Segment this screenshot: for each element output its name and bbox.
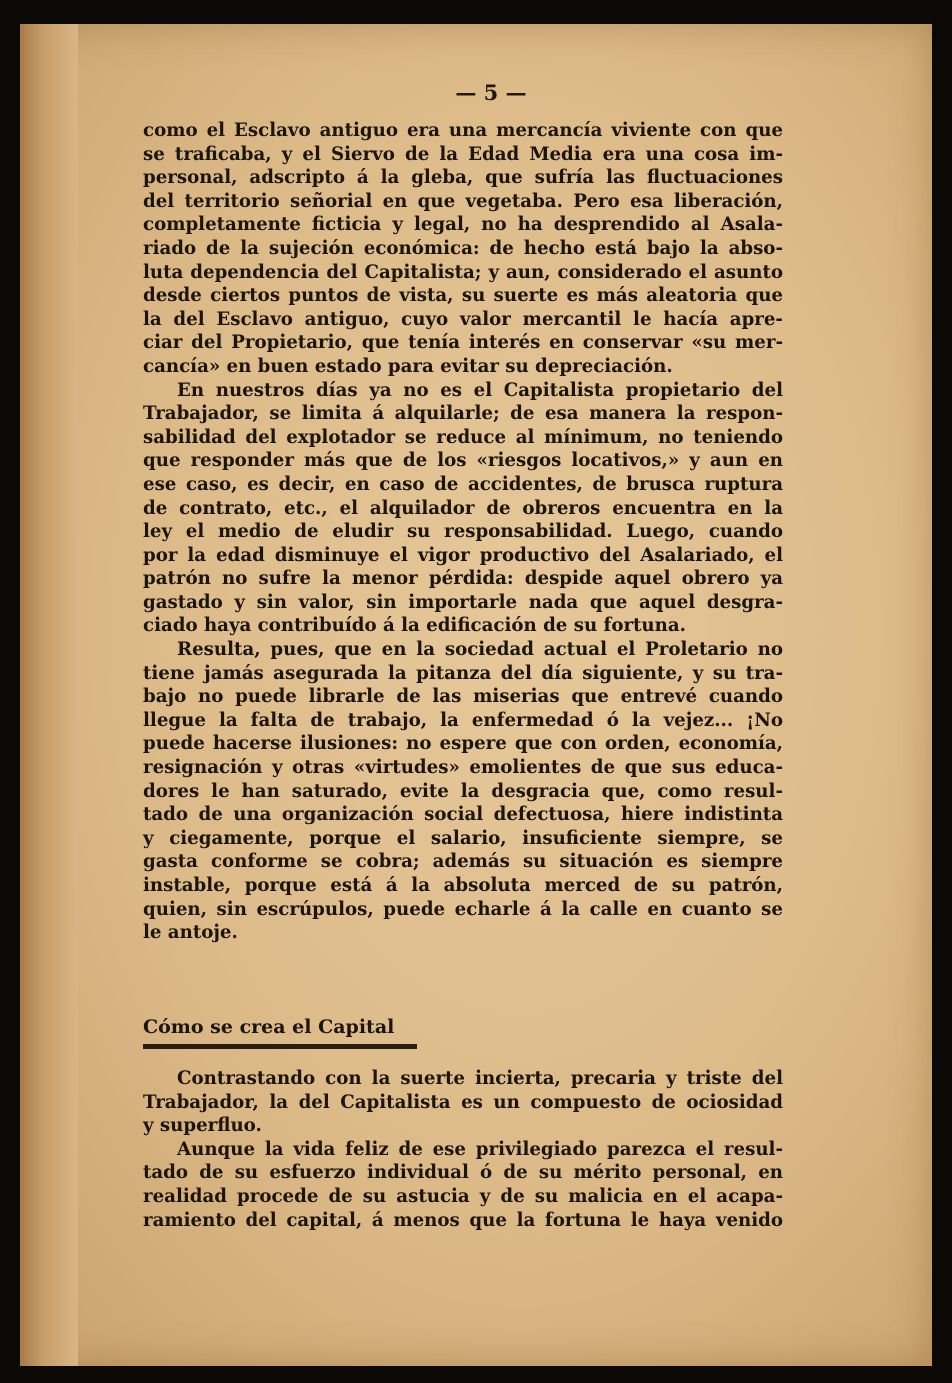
heading-underline bbox=[143, 1044, 417, 1049]
paragraph-4 bbox=[143, 1067, 783, 1138]
text-line: ramiento del capital, á menos que la fortuna le haya venido bbox=[143, 1209, 783, 1231]
text-line: puede hacerse ilusiones: no espere que con orden, economía, bbox=[143, 733, 783, 755]
text-line: la del Esclavo antiguo, cuyo valor mercantil le hacía apre- bbox=[143, 308, 783, 330]
body-text-bottom bbox=[143, 1067, 783, 1232]
text-line: riado de la sujeción económica: de hecho está bajo la abso- bbox=[143, 237, 783, 259]
text-line: Aunque la vida feliz de ese privilegiado parezca el resul- bbox=[177, 1138, 783, 1160]
page-number: — 5 — bbox=[455, 80, 527, 105]
section-heading: Cómo se crea el Capital bbox=[143, 1016, 395, 1038]
text-line: luta dependencia del Capitalista; y aun, considerado el asunto bbox=[143, 261, 783, 283]
text-line: tiene jamás asegurada la pitanza del día siguiente, y su tra- bbox=[143, 662, 783, 684]
text-line: de contrato, etc., el alquilador de obreros encuentra en la bbox=[143, 497, 783, 519]
text-line: que responder más que de los «riesgos locativos,» y aun en bbox=[143, 450, 783, 472]
text-line: como el Esclavo antiguo era una mercancía viviente con que bbox=[143, 120, 783, 141]
text-line: llegue la falta de trabajo, la enfermedad ó la vejez... ¡No bbox=[143, 709, 783, 731]
text-line: completamente ficticia y legal, no ha desprendido al Asala- bbox=[143, 214, 783, 236]
text-line: personal, adscripto á la gleba, que sufría las fluctuaciones bbox=[143, 167, 783, 189]
text-line: y ciegamente, porque el salario, insuficiente siempre, se bbox=[143, 827, 783, 849]
paragraph-2 bbox=[143, 379, 783, 639]
text-line: gasta conforme se cobra; además su situación es siempre bbox=[143, 851, 783, 873]
text-line: bajo no puede librarle de las miserias que entrevé cuando bbox=[143, 686, 783, 708]
text-line: Trabajador, la del Capitalista es un compuesto de ociosidad bbox=[143, 1091, 783, 1113]
text-line: ese caso, es decir, en caso de accidentes, de brusca ruptura bbox=[143, 473, 783, 495]
page-spine-shadow bbox=[20, 24, 78, 1366]
text-line: Trabajador, se limita á alquilarle; de esa manera la respon- bbox=[143, 403, 783, 425]
text-line: le antoje. bbox=[143, 922, 238, 944]
body-text-top bbox=[143, 119, 783, 945]
text-line: resignación y otras «virtudes» emolientes de que sus educa- bbox=[143, 757, 783, 779]
text-line: sabilidad del explotador se reduce al mínimum, no teniendo bbox=[143, 426, 783, 448]
text-line: tado de su esfuerzo individual ó de su mérito personal, en bbox=[143, 1162, 783, 1184]
text-line: se traficaba, y el Siervo de la Edad Media era una cosa im- bbox=[143, 143, 783, 165]
text-line: patrón no sufre la menor pérdida: despide aquel obrero ya bbox=[143, 568, 783, 590]
text-line: ciar del Propietario, que tenía interés en conservar «su mer- bbox=[143, 332, 783, 354]
text-line: cancía» en buen estado para evitar su depreciación. bbox=[143, 355, 673, 377]
text-line: gastado y sin valor, sin importarle nada que aquel desgra- bbox=[143, 591, 783, 613]
paragraph-1 bbox=[143, 119, 783, 379]
text-line: por la edad disminuye el vigor productivo del Asalariado, el bbox=[143, 544, 783, 566]
text-line: Resulta, pues, que en la sociedad actual el Proletario no bbox=[177, 639, 783, 661]
text-line: y superfluo. bbox=[143, 1115, 262, 1137]
section-heading-block bbox=[143, 1016, 443, 1049]
text-line: tado de una organización social defectuosa, hiere indistinta bbox=[143, 804, 783, 826]
text-line: quien, sin escrúpulos, puede echarle á la calle en cuanto se bbox=[143, 898, 783, 920]
text-line: En nuestros días ya no es el Capitalista propietario del bbox=[177, 379, 783, 401]
text-line: realidad procede de su astucia y de su malicia en el acapa- bbox=[143, 1185, 783, 1207]
text-line: ley el medio de eludir su responsabilidad. Luego, cuando bbox=[143, 521, 783, 543]
text-line: Contrastando con la suerte incierta, precaria y triste del bbox=[177, 1068, 783, 1089]
text-line: dores le han saturado, evite la desgracia que, como resul- bbox=[143, 780, 783, 802]
paragraph-3 bbox=[143, 638, 783, 945]
text-line: desde ciertos puntos de vista, su suerte es más aleatoria que bbox=[143, 285, 783, 307]
book-page bbox=[20, 24, 932, 1366]
text-line: del territorio señorial en que vegetaba. Pero esa liberación, bbox=[143, 190, 783, 212]
text-line: instable, porque está á la absoluta merced de su patrón, bbox=[143, 875, 783, 896]
text-line: ciado haya contribuído á la edificación de su fortuna. bbox=[143, 615, 686, 637]
paragraph-5 bbox=[143, 1138, 783, 1232]
